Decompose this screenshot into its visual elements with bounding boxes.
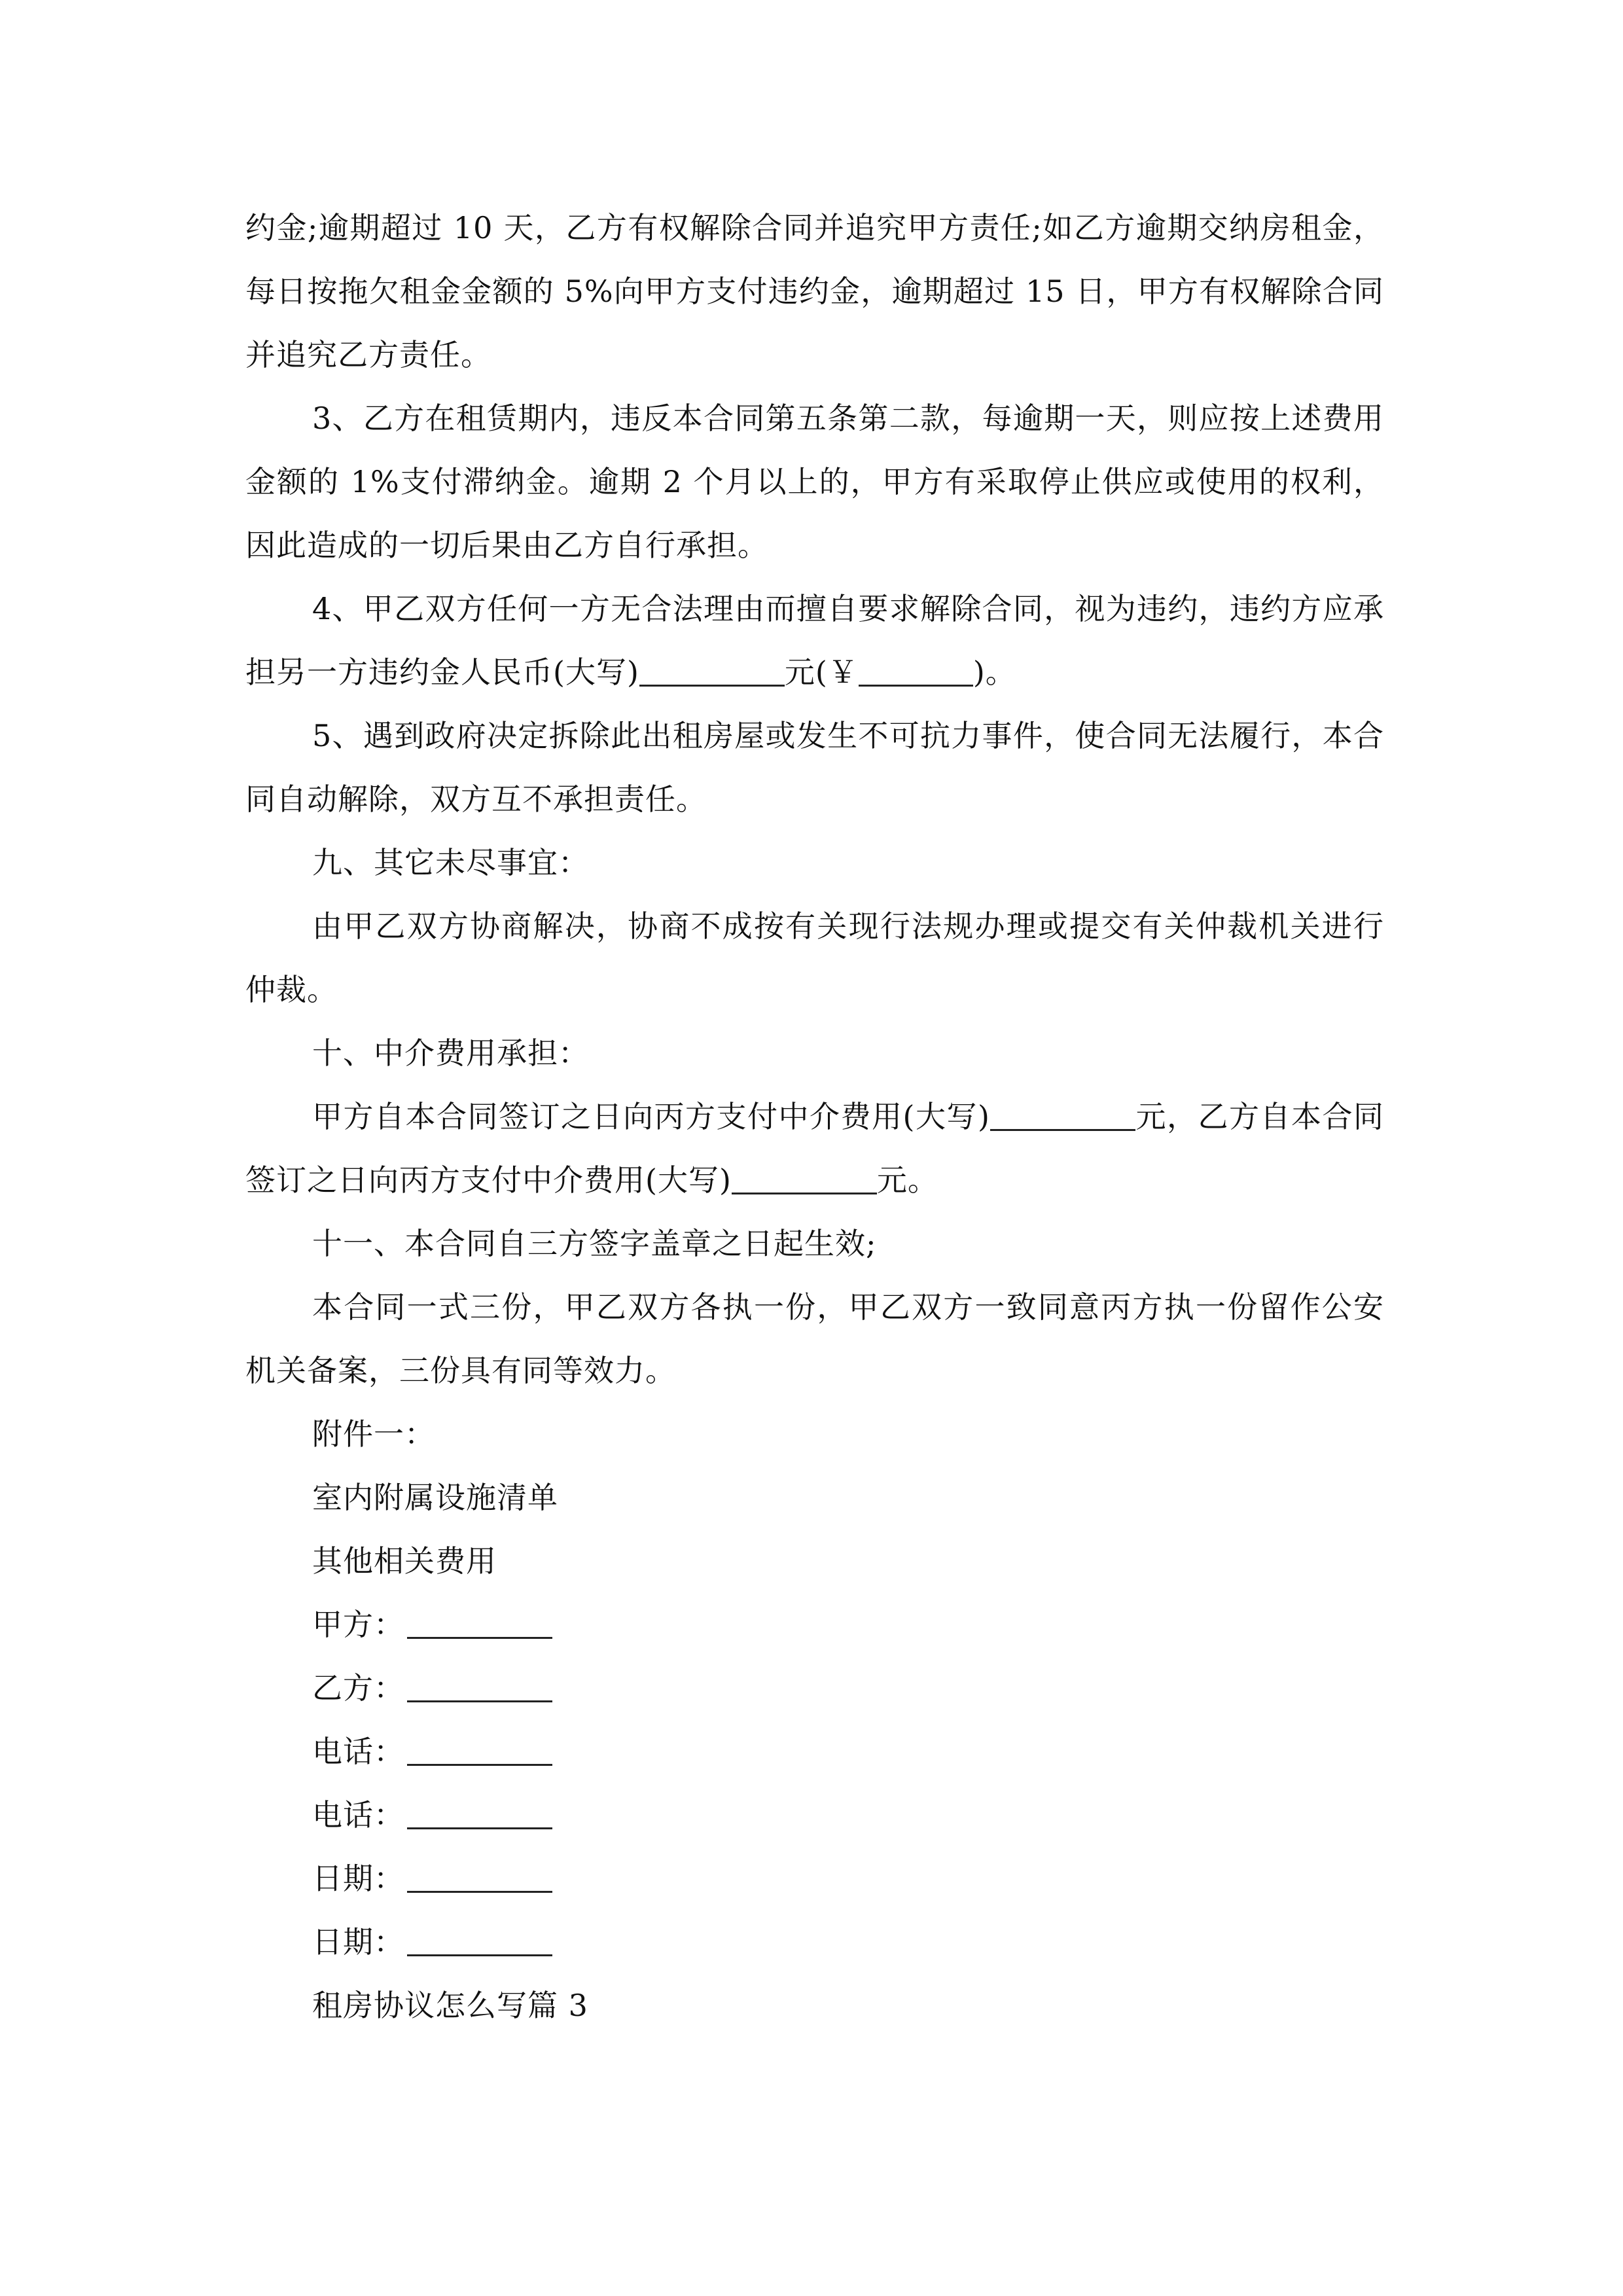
clause-4-text-c: )。 [972, 655, 1016, 690]
section-10-text-b: 元，乙方自本合同签订之日向丙方支付中介费用(大写) [245, 1099, 1384, 1198]
section-10-text-a: 甲方自本合同签订之日向丙方支付中介费用(大写) [312, 1099, 990, 1134]
date-line-party-a [245, 1847, 1384, 1910]
phone-line-party-b [245, 1784, 1384, 1847]
paragraph-penalty-continued: 约金;逾期超过 10 天，乙方有权解除合同并追究甲方责任;如乙方逾期交纳房租金，每日按拖欠租金金额的 5%向甲方支付违约金，逾期超过 15 日，甲方有权解除合同并追究乙方责任。 [245, 210, 1384, 372]
clause-4-text-b: 元(￥ [784, 655, 859, 690]
signature-line-party-a [245, 1593, 1384, 1657]
penalty-amount-words-blank [639, 655, 785, 687]
date-blank [407, 1861, 552, 1893]
signature-line-party-b [245, 1657, 1384, 1720]
section-heading-10: 十、中介费用承担： [312, 1035, 589, 1071]
signature-blank [407, 1607, 552, 1639]
section-heading-9: 九、其它未尽事宜： [312, 845, 589, 880]
phone-label: 电话： [312, 1734, 404, 1769]
date-line-party-b [245, 1910, 1384, 1974]
next-article-heading: 租房协议怎么写篇 3 [312, 1988, 588, 2023]
phone-line-party-a [245, 1720, 1384, 1784]
section-heading-11: 十一、本合同自三方签字盖章之日起生效; [312, 1226, 877, 1261]
date-label: 日期： [312, 1924, 404, 1960]
attachment-item-fees: 其他相关费用 [312, 1543, 497, 1579]
attachment-heading: 附件一： [312, 1416, 435, 1452]
penalty-amount-number-blank [859, 655, 973, 687]
paragraph-section-10-body [245, 1085, 1384, 1212]
phone-label: 电话： [312, 1797, 404, 1833]
attachment-item-facilities: 室内附属设施清单 [312, 1480, 558, 1515]
paragraph-section-9-body: 由甲乙双方协商解决，协商不成按有关现行法规办理或提交有关仲裁机关进行仲裁。 [245, 908, 1384, 1007]
signature-blank [407, 1670, 552, 1702]
phone-blank [407, 1797, 552, 1829]
date-label: 日期： [312, 1861, 404, 1896]
paragraph-clause-5: 5、遇到政府决定拆除此出租房屋或发生不可抗力事件，使合同无法履行，本合同自动解除，双方互不承担责任。 [245, 718, 1384, 817]
signature-label: 甲方： [312, 1607, 404, 1642]
section-10-text-c: 元。 [876, 1162, 938, 1198]
clause-4-text-a: 4、甲乙双方任何一方无合法理由而擅自要求解除合同，视为违约，违约方应承担另一方违约金人民币(大写) [245, 591, 1384, 690]
document-body [245, 196, 1384, 2037]
paragraph-clause-3: 3、乙方在租赁期内，违反本合同第五条第二款，每逾期一天，则应按上述费用金额的 1%支付滞纳金。逾期 2 个月以上的，甲方有采取停止供应或使用的权利，因此造成的一切后果由乙方自行承担。 [245, 401, 1384, 563]
signature-label: 乙方： [312, 1670, 404, 1706]
paragraph-clause-4 [245, 577, 1384, 704]
phone-blank [407, 1734, 552, 1766]
fee-party-a-blank [990, 1099, 1135, 1131]
fee-party-b-blank [732, 1162, 877, 1194]
date-blank [407, 1924, 552, 1956]
paragraph-copies: 本合同一式三份，甲乙双方各执一份，甲乙双方一致同意丙方执一份留作公安机关备案，三份具有同等效力。 [245, 1289, 1384, 1388]
